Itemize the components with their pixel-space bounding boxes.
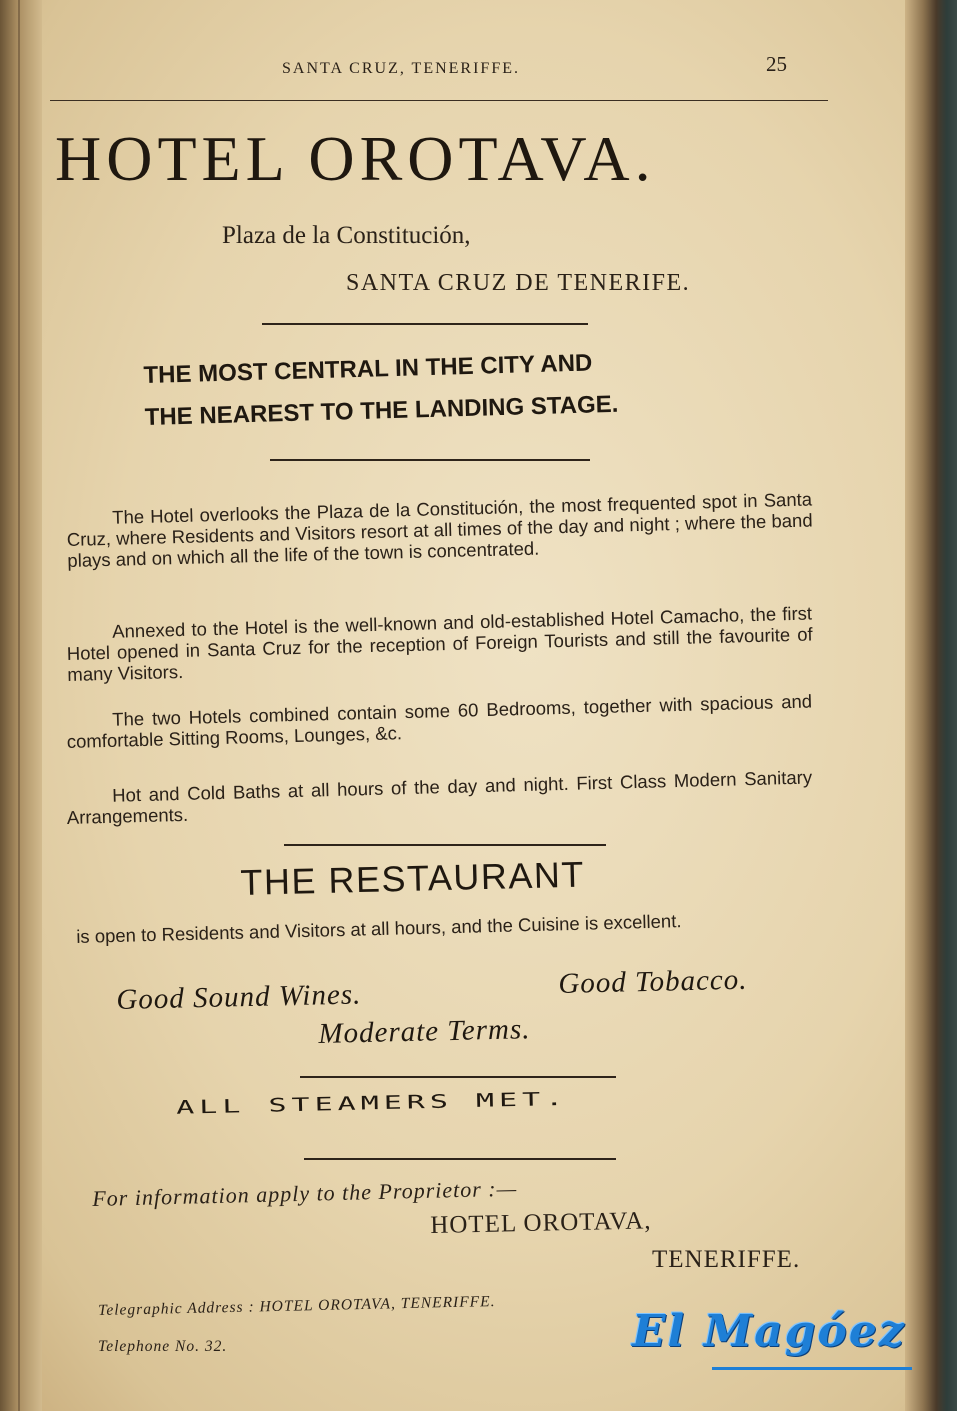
book-binding — [0, 0, 42, 1411]
running-head: SANTA CRUZ, TENERIFFE. — [282, 60, 520, 77]
telegraphic-address: Telegraphic Address : HOTEL OROTAVA, TENERIFFE. — [98, 1292, 496, 1319]
contact-place: TENERIFFE. — [652, 1246, 801, 1273]
paragraph-baths-text: Hot and Cold Baths at all hours of the day and night. First Class Modern Sanitary Arrangements. — [66, 766, 813, 828]
paragraph-overview — [66, 488, 813, 571]
gutter-line — [18, 0, 20, 1411]
contact-apply: For information apply to the Proprietor :— — [92, 1175, 518, 1211]
restaurant-title: THE RESTAURANT — [240, 853, 586, 903]
divider-rule-2 — [270, 459, 590, 461]
book-cover-edge — [905, 0, 957, 1411]
paragraph-overview-text: The Hotel overlooks the Plaza de la Constitución, the most frequented spot in Santa Cruz, where Residents and Visitors resort at all times of the day and night ; where the band plays and on which all the life of the town is concentrated. — [66, 488, 813, 571]
divider-rule-5 — [304, 1158, 616, 1160]
paragraph-bedrooms — [66, 690, 813, 752]
header-rule — [50, 100, 828, 101]
divider-rule-4 — [300, 1076, 616, 1078]
restaurant-subtitle: is open to Residents and Visitors at all hours, and the Cuisine is excellent. — [76, 910, 682, 947]
paragraph-baths — [66, 766, 813, 828]
tobacco-text: Good Tobacco. — [558, 963, 748, 1000]
hotel-title: HOTEL OROTAVA. — [55, 123, 656, 194]
address-line-1: Plaza de la Constitución, — [222, 222, 471, 249]
wines-text: Good Sound Wines. — [116, 978, 362, 1016]
tagline-line-1: THE MOST CENTRAL IN THE CITY AND — [143, 349, 593, 389]
page-number: 25 — [766, 52, 787, 76]
address-line-2: SANTA CRUZ DE TENERIFE. — [346, 270, 691, 296]
divider-rule-3 — [284, 844, 606, 846]
watermark-underline — [712, 1367, 912, 1370]
terms-text: Moderate Terms. — [318, 1013, 531, 1050]
tagline-line-2: THE NEAREST TO THE LANDING STAGE. — [144, 390, 619, 431]
steamers-met: ALL STEAMERS MET. — [176, 1088, 569, 1119]
tagline — [143, 339, 735, 439]
watermark-signature: El Magóez — [632, 1306, 906, 1357]
telephone-number: Telephone No. 32. — [98, 1338, 228, 1355]
contact-hotel-name: HOTEL OROTAVA, — [430, 1207, 652, 1239]
paragraph-bedrooms-text: The two Hotels combined contain some 60 Bedrooms, together with spacious and comfortable Sitting Rooms, Lounges, &c. — [66, 690, 813, 752]
divider-rule-1 — [262, 323, 588, 325]
paragraph-annex-text: Annexed to the Hotel is the well-known and old-established Hotel Camacho, the first Hotel opened in Santa Cruz for the reception of Foreign Tourists and still the favourite of many Visitors. — [66, 602, 813, 685]
paragraph-annex — [66, 602, 813, 685]
